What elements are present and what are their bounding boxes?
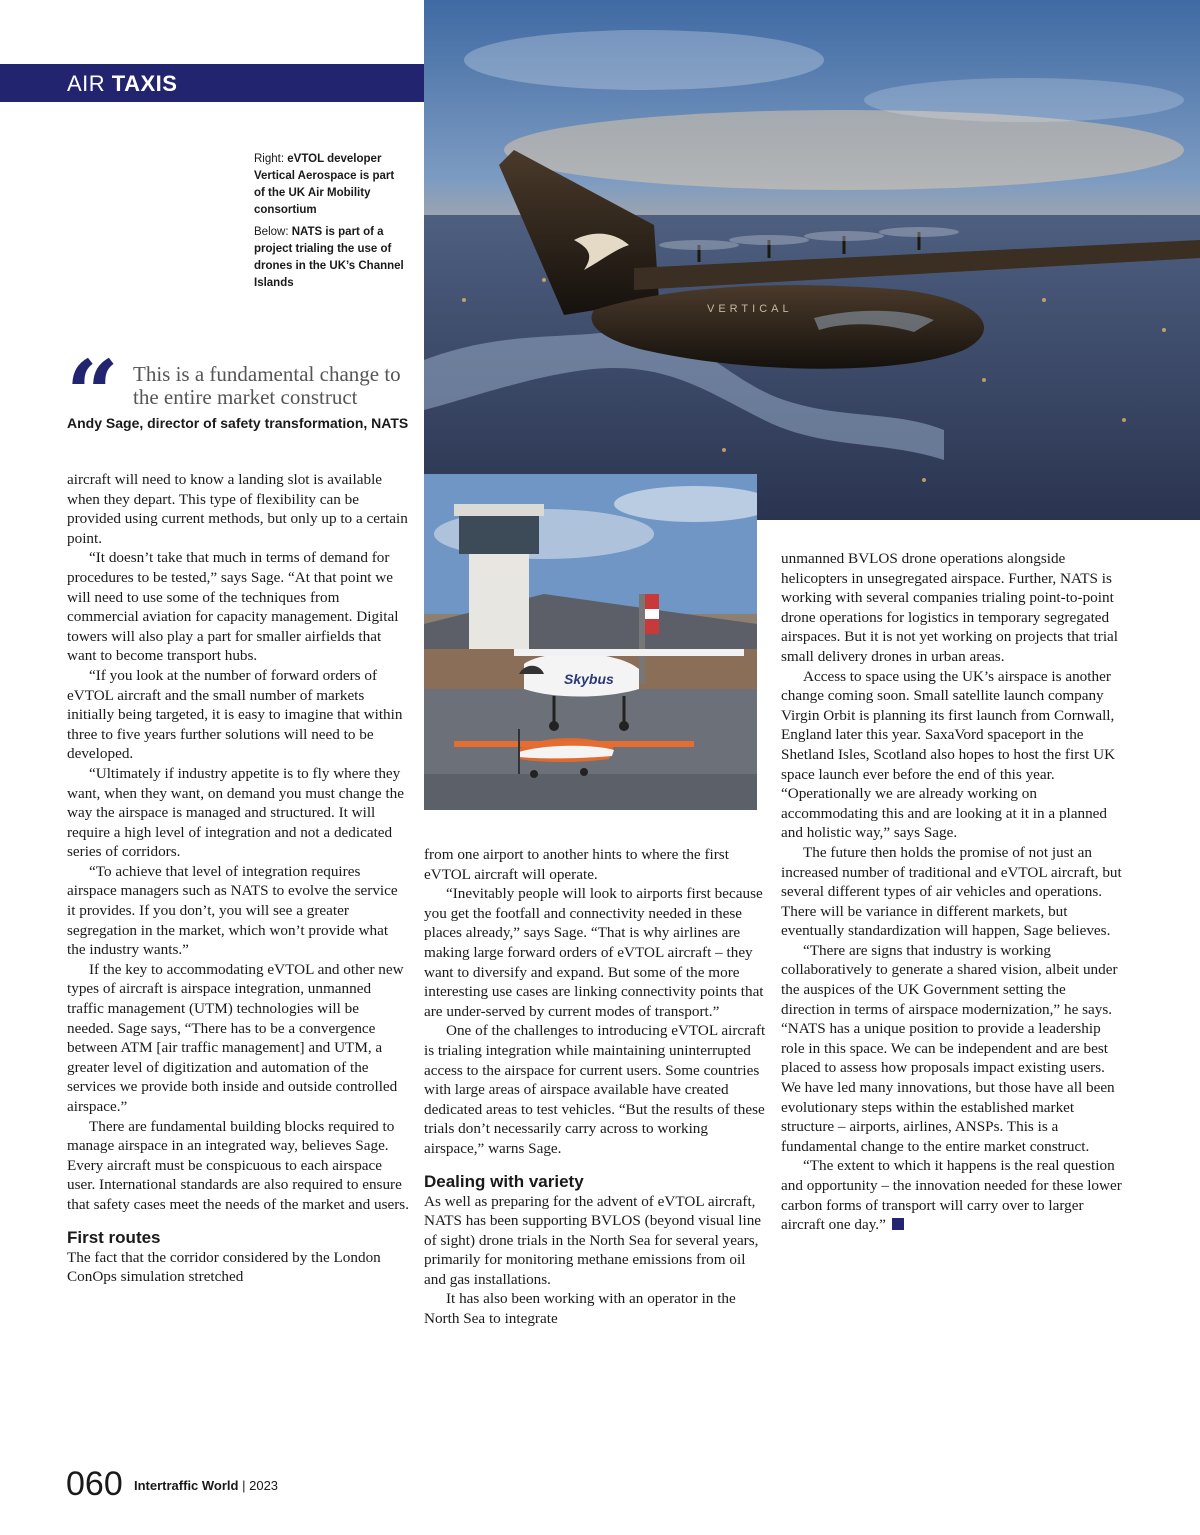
col1-paragraph: The fact that the corridor considered by the London ConOps simulation stretched [67,1248,381,1286]
page-number: 060 [66,1465,123,1503]
col3-paragraph: Access to space using the UK’s airspace is another change coming soon. Small satellite launch company Virgin Orbit is planning its first launch from Cornwall, England later this year. SaxaVord spaceport in the Shetland Isles, Scotland also hopes to host the first UK space launch ever before the end of this year. “Operationally we are already working on accommodating this and are looking at it in a planned and holistic way,” says Sage. [781,667,1116,842]
airport-photo [424,474,757,810]
publication-separator: | [238,1478,250,1493]
col1-paragraph: “Ultimately if industry appetite is to fly where they want, when they want, on demand you must change the way the airspace is managed and structured. It will require a high level of integration and not a dedicated series of corridors. [67,764,404,861]
col3-final-paragraph [781,1156,1123,1234]
column-2 [424,845,766,1329]
caption-below [254,224,404,292]
col1-paragraph: aircraft will need to know a landing slot is available when they depart. This type of flexibility can be provided using current methods, but only up to a certain point. [67,471,408,547]
col2-paragraph: As well as preparing for the advent of eVTOL aircraft, NATS has been supporting BVLOS (beyond visual line of sight) drone trials in the North Sea for several years, primarily for monitoring methane emissions from oil and gas installations. [424,1192,762,1288]
col2-paragraph: “Inevitably people will look to airports first because you get the footfall and connectivity needed in these places already,” says Sage. “That is why airlines are making large forward orders of eVTOL aircraft – they want to diversify and expand. But some of the more interesting use cases are linking connectivity points that are under-served by current modes of transport.” [424,885,764,1020]
aircraft-brand: VERTICAL [707,303,793,315]
caption-right-lead: Right: [254,153,288,165]
quote-mark: “ [66,340,119,448]
column-1 [67,470,409,1287]
caption-below-text: NATS is part of a project trialing the use of drones in the UK’s Channel Islands [254,226,404,289]
caption-right [254,151,404,219]
column-3 [781,549,1123,1235]
plane-livery: Skybus [564,671,614,687]
col2-paragraph: One of the challenges to introducing eVTOL aircraft is trialing integration while maintaining uninterrupted access to the airspace for current users. Some countries with large areas of airspace available have created dedicated areas to test vehicles. “But the results of these trials don’t necessarily carry across to working airspace,” warns Sage. [424,1022,766,1157]
col3-paragraph: unmanned BVLOS drone operations alongside helicopters in unsegregated airspace. Further, NATS is working with several companies trialing point-to-point drone operations for logistics in temporary segregated airspaces. But it is not yet working on projects that trial small delivery drones in urban areas. [781,550,1119,665]
evtol-photo [424,0,1200,520]
section-header-light: AIR [67,71,112,96]
col2-paragraph: from one airport to another hints to where the first eVTOL aircraft will operate. [424,846,729,883]
col3-final-text: “The extent to which it happens is the real question and opportunity – the innovation needed for these lower carbon forms of transport will carry over to larger aircraft one day.” [781,1157,1122,1234]
section-header [67,71,177,97]
publication-line [134,1478,278,1493]
publication-name: Intertraffic World [134,1478,239,1493]
col2-paragraph: It has also been working with an operator in the North Sea to integrate [424,1290,736,1328]
caption-below-lead: Below: [254,226,292,238]
col1-paragraph: “To achieve that level of integration requires airspace managers such as NATS to evolve the service it provides. If you don’t, you will see a greater segregation in the market, which won’t provide what the industry wants.” [67,862,398,959]
section-header-bold: TAXIS [111,71,178,96]
pull-quote-text: This is a fundamental change to the entire market construct [133,362,401,409]
caption-right-text: eVTOL developer Vertical Aerospace is part of the UK Air Mobility consortium [254,153,395,216]
col3-paragraph: The future then holds the promise of not just an increased number of traditional and eVTOL aircraft, but several different types of air vehicles and operations. There will be variance in different markets, but eventually standardization will happen, Sage believes. [781,843,1122,940]
heading-dealing-with-variety: Dealing with variety [424,1171,584,1191]
pull-quote-attribution: Andy Sage, director of safety transformation, NATS [67,415,409,431]
end-of-article-mark [892,1218,904,1230]
col3-paragraph: “There are signs that industry is working collaboratively to generate a shared vision, albeit under the auspices of the UK Government setting the direction in terms of airspace modernization,” he says. “NATS has a unique position to provide a leadership role in this space. We can be independent and are best placed to assess how proposals impact existing users. We have led many innovations, but those have all been evolutionary steps within the established market structure – airports, airlines, ANSPs. This is a fundamental change to the entire market construct. [781,941,1118,1155]
col1-paragraph: There are fundamental building blocks required to manage airspace in an integrated way, believes Sage. Every aircraft must be conspicuous to each airspace user. International standards are also required to ensure that safety cases meet the needs of the market and users. [67,1117,410,1213]
heading-first-routes: First routes [67,1227,161,1247]
col1-paragraph: If the key to accommodating eVTOL and other new types of aircraft is airspace integration, unmanned traffic management (UTM) technologies will be needed. Sage says, “There has to be a convergence between ATM [air traffic management] and UTM, a greater level of digitization and automation of the services we provide both inside and outside controlled airspace.” [67,960,404,1115]
section-header-bar [0,64,424,102]
publication-year: 2023 [249,1478,279,1493]
col1-paragraph: “It doesn’t take that much in terms of demand for procedures to be tested,” says Sage. “At that point we will need to use some of the techniques from commercial aviation for capacity management. Digital towers will also play a part for smaller airfields that want to become transport hubs. [67,549,399,665]
col1-paragraph: “If you look at the number of forward orders of eVTOL aircraft and the small number of markets initially being targeted, it is easy to imagine that within three to five years further solutions will need to be developed. [67,666,403,763]
